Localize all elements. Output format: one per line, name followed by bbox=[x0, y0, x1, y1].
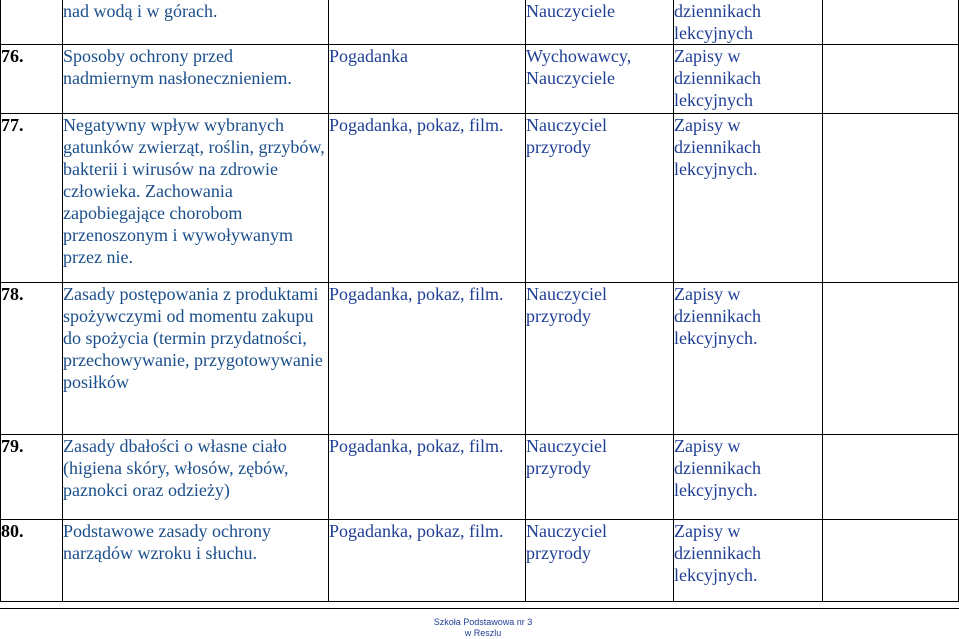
row-responsible: Nauczyciel przyrody bbox=[526, 283, 674, 435]
row-responsible: Nauczyciel przyrody bbox=[526, 435, 674, 520]
row-number: 80. bbox=[1, 520, 63, 602]
row-form bbox=[329, 0, 526, 45]
row-form: Pogadanka, pokaz, film. bbox=[329, 435, 526, 520]
page-footer bbox=[0, 608, 959, 638]
row-number: 79. bbox=[1, 435, 63, 520]
row-form: Pogadanka bbox=[329, 45, 526, 114]
row-number: 78. bbox=[1, 283, 63, 435]
row-form: Pogadanka, pokaz, film. bbox=[329, 283, 526, 435]
row-topic: nad wodą i w górach. bbox=[63, 0, 329, 45]
row-number: 77. bbox=[1, 114, 63, 283]
table-row bbox=[1, 283, 959, 435]
row-topic: Zasady dbałości o własne ciało (higiena skóry, włosów, zębów, paznokci oraz odzieży) bbox=[63, 435, 329, 520]
row-number: 76. bbox=[1, 45, 63, 114]
row-documentation: Zapisy w dziennikach lekcyjnych bbox=[674, 45, 823, 114]
row-empty-cell bbox=[823, 0, 959, 45]
table-row bbox=[1, 114, 959, 283]
footer-line-2: w Reszlu bbox=[464, 628, 502, 638]
row-topic: Negatywny wpływ wybranych gatunków zwierząt, roślin, grzybów, bakterii i wirusów na zdrowie człowieka. Zachowania zapobiegające chorobom przenoszonym i wywoływanym przez nie. bbox=[63, 114, 329, 283]
row-empty-cell bbox=[823, 283, 959, 435]
table-row bbox=[1, 0, 959, 45]
table-row bbox=[1, 45, 959, 114]
row-form: Pogadanka, pokaz, film. bbox=[329, 114, 526, 283]
row-empty-cell bbox=[823, 520, 959, 602]
row-empty-cell bbox=[823, 45, 959, 114]
footer-school-name bbox=[418, 617, 548, 639]
table-row bbox=[1, 520, 959, 602]
row-documentation: Zapisy w dziennikach lekcyjnych. bbox=[674, 435, 823, 520]
row-topic: Sposoby ochrony przed nadmiernym nasłonecznieniem. bbox=[63, 45, 329, 114]
row-responsible: Wychowawcy, Nauczyciele bbox=[526, 45, 674, 114]
row-empty-cell bbox=[823, 435, 959, 520]
row-empty-cell bbox=[823, 114, 959, 283]
row-documentation: Zapisy w dziennikach lekcyjnych. bbox=[674, 283, 823, 435]
footer-line-1: Szkoła Podstawowa nr 3 bbox=[433, 617, 533, 627]
row-responsible: Nauczyciele bbox=[526, 0, 674, 45]
row-topic: Zasady postępowania z produktami spożywczymi od momentu zakupu do spożycia (termin przydatności, przechowywanie, przygotowywanie posiłków bbox=[63, 283, 329, 435]
row-responsible: Nauczyciel przyrody bbox=[526, 520, 674, 602]
row-topic: Podstawowe zasady ochrony narządów wzroku i słuchu. bbox=[63, 520, 329, 602]
row-responsible: Nauczyciel przyrody bbox=[526, 114, 674, 283]
row-documentation: dziennikach lekcyjnych bbox=[674, 0, 823, 45]
row-number bbox=[1, 0, 63, 45]
row-form: Pogadanka, pokaz, film. bbox=[329, 520, 526, 602]
row-documentation: Zapisy w dziennikach lekcyjnych. bbox=[674, 520, 823, 602]
table-row bbox=[1, 435, 959, 520]
row-documentation: Zapisy w dziennikach lekcyjnych. bbox=[674, 114, 823, 283]
